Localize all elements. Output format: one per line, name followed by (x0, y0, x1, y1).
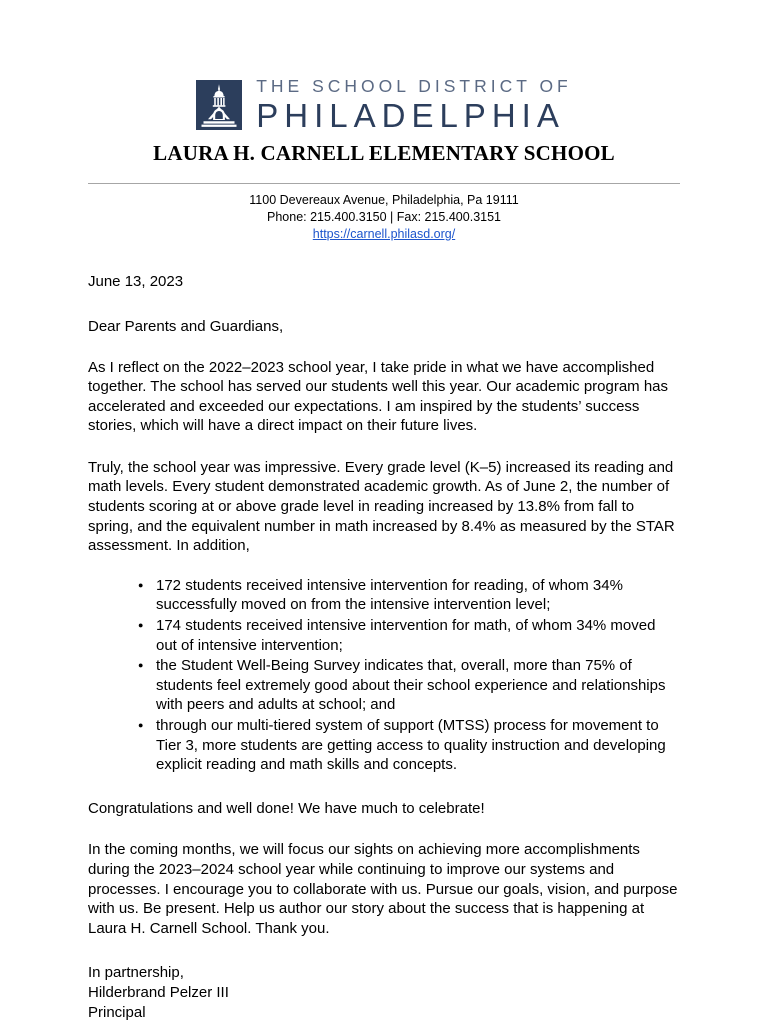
letter-salutation: Dear Parents and Guardians, (88, 317, 680, 336)
school-website-line (0, 226, 768, 243)
signer-title: Principal (88, 1003, 680, 1022)
school-address: 1100 Devereaux Avenue, Philadelphia, Pa 19111 (0, 192, 768, 209)
list-item: ● 172 students received intensive intervention for reading, of whom 34% successfully moved on from the intensive intervention level; (138, 576, 680, 615)
list-item: ● the Student Well-Being Survey indicates that, overall, more than 75% of students feel extremely good about their school experience and relationships with peers and adults at school; and (138, 656, 680, 715)
school-phone-fax: Phone: 215.400.3150 | Fax: 215.400.3151 (0, 209, 768, 226)
letter-paragraph-1: As I reflect on the 2022–2023 school year, I take pride in what we have accomplished together. The school has served our students well this year. Our academic program has accelerated and exceeded our expectations. I am inspired by the students’ success stories, which will have a direct impact on their future lives. (88, 358, 680, 436)
letter-paragraph-3: In the coming months, we will focus our sights on achieving more accomplishments during the 2023–2024 school year while continuing to improve our systems and processes. I encourage you to collaborate with us. Pursue our goals, vision, and purpose with us. Be present. Help us author our story about the success that is happening at Laura H. Carnell School. Thank you. (88, 840, 680, 938)
signer-name: Hilderbrand Pelzer III (88, 983, 680, 1003)
district-wordmark (256, 78, 572, 132)
contact-info-block (0, 192, 768, 243)
accomplishments-list (88, 576, 680, 775)
letterhead (0, 0, 768, 243)
school-website-link[interactable]: https://carnell.philasd.org/ (313, 227, 455, 241)
district-logo-lockup (0, 78, 768, 132)
letter-paragraph-2: Truly, the school year was impressive. Every grade level (K–5) increased its reading and math levels. Every student demonstrated academic growth. As of June 2, the number of students scoring at or above grade level in reading increased by 13.8% from fall to spring, and the equivalent number in math increased by 8.4% as measured by the STAR assessment. In addition, (88, 458, 680, 556)
sign-off: In partnership, (88, 963, 680, 983)
list-item: ● through our multi-tiered system of support (MTSS) process for movement to Tier 3, more students are getting access to quality instruction and developing explicit reading and math skills and concepts. (138, 716, 680, 775)
district-name-line-2: PHILADELPHIA (256, 99, 572, 132)
list-item: ● 174 students received intensive intervention for math, of whom 34% moved out of intensive intervention; (138, 616, 680, 655)
letter-body (0, 272, 768, 1022)
letterhead-divider (88, 183, 680, 184)
congratulations-line: Congratulations and well done! We have much to celebrate! (88, 799, 680, 819)
district-name-line-1: THE SCHOOL DISTRICT OF (256, 78, 572, 96)
signature-block (88, 963, 680, 1022)
letter-date: June 13, 2023 (88, 272, 680, 291)
philadelphia-school-district-bell-tower-emblem-icon (196, 80, 242, 130)
school-name-heading: LAURA H. CARNELL ELEMENTARY SCHOOL (0, 141, 768, 166)
